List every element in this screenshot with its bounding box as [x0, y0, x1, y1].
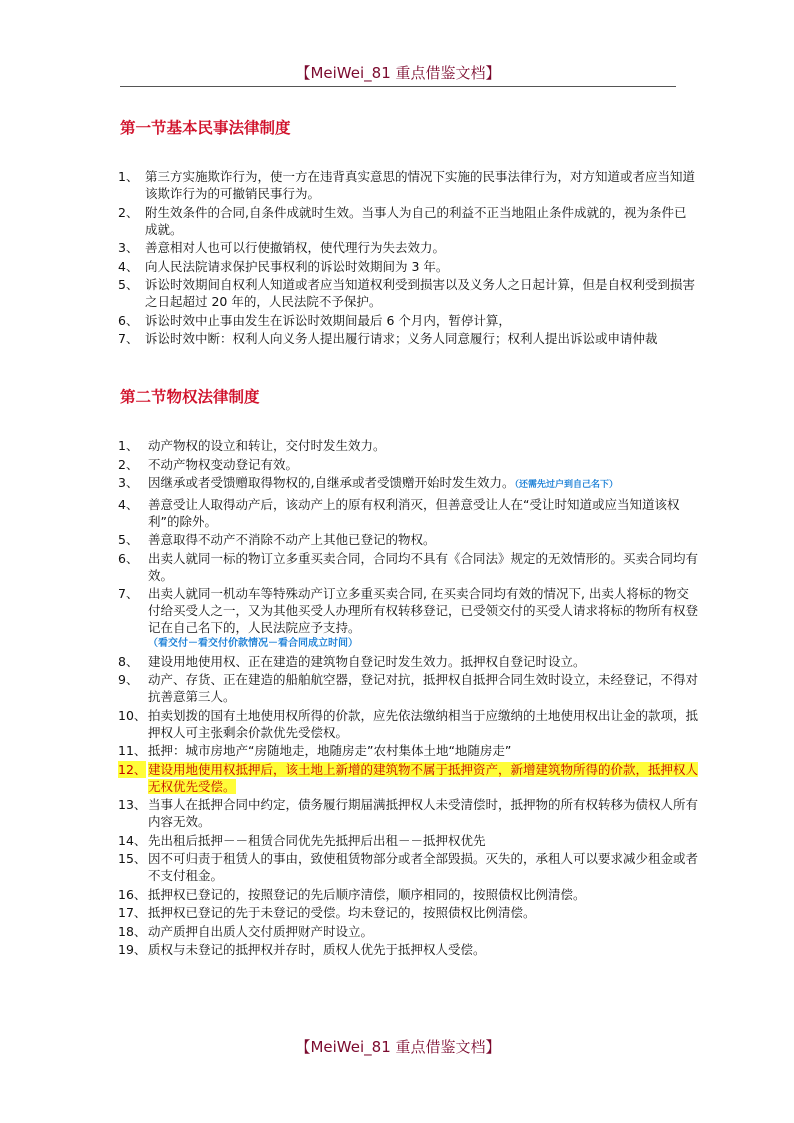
- item-text: 附生效条件的合同,自条件成就时生效。当事人为自己的利益不正当地阻止条件成就的，视为条件已成就。: [145, 204, 687, 237]
- list-item: [118, 923, 698, 940]
- item-number: 8、: [118, 653, 139, 669]
- list-item: [118, 168, 698, 202]
- item-text: 向人民法院请求保护民事权利的诉讼时效期间为 3 年。: [145, 258, 449, 274]
- list-item: [118, 330, 698, 347]
- item-text: 因不可归责于租赁人的事由，致使租赁物部分或者全部毁损。灭失的，承租人可以要求减少租金或者不支付租金。: [148, 851, 699, 883]
- list-item: [118, 258, 698, 275]
- section-2-list: [118, 437, 698, 960]
- item-text: 诉讼时效期间自权利人知道或者应当知道权利受到损害以及义务人之日起计算，但是自权利受到损害之日起超过 20 年的，人民法院不予保护。: [145, 277, 696, 309]
- list-item: [118, 276, 698, 310]
- item-number: 14、: [118, 832, 147, 848]
- item-text: 拍卖划拨的国有土地使用权所得的价款，应先依法缴纳相当于应缴纳的土地使用权出让金的款项，抵押权人可主张剩余价款优先受偿权。: [148, 707, 699, 740]
- list-item: [118, 531, 698, 548]
- annotation-note: （看交付－看交付价款情况－看合同成立时间）: [148, 638, 358, 649]
- item-number: 1、: [118, 438, 139, 453]
- list-item: [118, 742, 698, 759]
- item-text: 出卖人就同一标的物订立多重买卖合同，合同均不具有《合同法》规定的无效情形的。买卖合同均有效。: [148, 550, 699, 583]
- item-text: 出卖人就同一机动车等特殊动产订立多重买卖合同, 在买卖合同均有效的情况下, 出卖人将标的物交付给买受人之一，又为其他买受人办理所有权转移登记，已受领交付的买受人请求将标的物所有权登记在自己名下的，人民法院应予支持。: [148, 586, 699, 635]
- list-item: [118, 437, 698, 454]
- item-text: 动产物权的设立和转让，交付时发生效力。: [148, 438, 386, 453]
- item-number: 15、: [118, 851, 147, 866]
- list-item: [118, 550, 698, 584]
- item-number: 18、: [118, 923, 147, 939]
- item-number: 17、: [118, 905, 147, 920]
- annotation-note: （还需先过户到自己名下）: [514, 480, 618, 490]
- item-text: 动产质押自出质人交付质押财产时设立。: [148, 923, 374, 939]
- item-text: 建设用地使用权抵押后，该土地上新增的建筑物不属于抵押资产，新增建筑物所得的价款，抵押权人无权优先受偿。: [148, 761, 699, 794]
- item-text: 抵押权已登记的，按照登记的先后顺序清偿，顺序相同的，按照债权比例清偿。: [148, 886, 586, 902]
- item-text: 第三方实施欺诈行为，使一方在违背真实意思的情况下实施的民事法律行为，对方知道或者应当知道该欺诈行为的可撤销民事行为。: [145, 169, 696, 201]
- item-number: 5、: [118, 532, 139, 547]
- section-1-list: [118, 168, 698, 349]
- list-item: [118, 941, 698, 958]
- item-number: 9、: [118, 672, 139, 687]
- list-item: [118, 832, 698, 849]
- item-text: 善意相对人也可以行使撤销权，使代理行为失去效力。: [145, 240, 446, 255]
- item-text: 诉讼时效中断：权利人向义务人提出履行请求；义务人同意履行；权利人提出诉讼或申请仲裁: [145, 331, 658, 346]
- item-number: 16、: [118, 886, 147, 902]
- item-number: 3、: [118, 475, 139, 490]
- highlighted-list-item: [118, 761, 698, 795]
- item-number: 1、: [118, 169, 139, 184]
- item-number: 3、: [118, 240, 139, 255]
- item-number: 6、: [118, 550, 139, 566]
- item-number: 5、: [118, 277, 139, 292]
- page-header: 【MeiWei_81 重点借鉴文档】: [295, 64, 501, 82]
- page-footer: 【MeiWei_81 重点借鉴文档】: [295, 1038, 501, 1056]
- list-item: [118, 312, 698, 329]
- section-title-1: 第一节基本民事法律制度: [120, 119, 291, 137]
- list-item: [118, 496, 698, 530]
- list-item: [118, 886, 698, 903]
- list-item: [118, 671, 698, 705]
- item-text: 抵押：城市房地产“房随地走，地随房走”农村集体土地“地随房走”: [148, 743, 512, 758]
- item-number: 10、: [118, 707, 147, 723]
- item-number: 7、: [118, 586, 139, 601]
- item-text: 质权与未登记的抵押权并存时，质权人优先于抵押权人受偿。: [148, 942, 486, 957]
- list-item: [118, 653, 698, 670]
- item-number: 6、: [118, 312, 139, 328]
- item-number: 13、: [118, 797, 147, 812]
- list-item: [118, 850, 698, 884]
- item-number: 11、: [118, 743, 147, 758]
- item-number: 19、: [118, 942, 147, 957]
- list-item: [118, 456, 698, 473]
- item-text: 建设用地使用权、正在建造的建筑物自登记时发生效力。抵押权自登记时设立。: [148, 653, 586, 669]
- item-number: 12、: [118, 761, 147, 777]
- list-item: [118, 904, 698, 921]
- item-number: 4、: [118, 258, 139, 274]
- item-text: 善意受让人取得动产后，该动产上的原有权利消灭，但善意受让人在“受让时知道或应当知道该权利”的除外。: [148, 496, 680, 529]
- item-text: 抵押权已登记的先于未登记的受偿。均未登记的，按照债权比例清偿。: [148, 905, 536, 920]
- item-text: 善意取得不动产不消除不动产上其他已登记的物权。: [148, 532, 436, 547]
- list-item: [118, 474, 698, 494]
- list-item: [118, 585, 698, 651]
- header-divider: [120, 86, 676, 87]
- item-number: 4、: [118, 496, 139, 512]
- item-text: 因继承或者受馈赠取得物权的,自继承或者受馈赠开始时发生效力。: [148, 475, 515, 490]
- item-text: 诉讼时效中止事由发生在诉讼时效期间最后 6 个月内，暂停计算，: [145, 312, 511, 328]
- item-number: 2、: [118, 204, 139, 220]
- item-number: 7、: [118, 331, 139, 346]
- list-item: [118, 796, 698, 830]
- item-text: 动产、存货、正在建造的船舶航空器，登记对抗，抵押权自抵押合同生效时设立，未经登记，不得对抗善意第三人。: [148, 672, 699, 704]
- item-number: 2、: [118, 456, 139, 472]
- list-item: [118, 239, 698, 256]
- section-title-2: 第二节物权法律制度: [120, 388, 260, 406]
- list-item: [118, 707, 698, 741]
- list-item: [118, 204, 698, 238]
- item-text: 先出租后抵押－－租赁合同优先先抵押后出租－－抵押权优先: [148, 832, 486, 848]
- item-text: 当事人在抵押合同中约定，债务履行期届满抵押权人未受清偿时，抵押物的所有权转移为债权人所有内容无效。: [148, 797, 699, 829]
- item-text: 不动产物权变动登记有效。: [148, 456, 299, 472]
